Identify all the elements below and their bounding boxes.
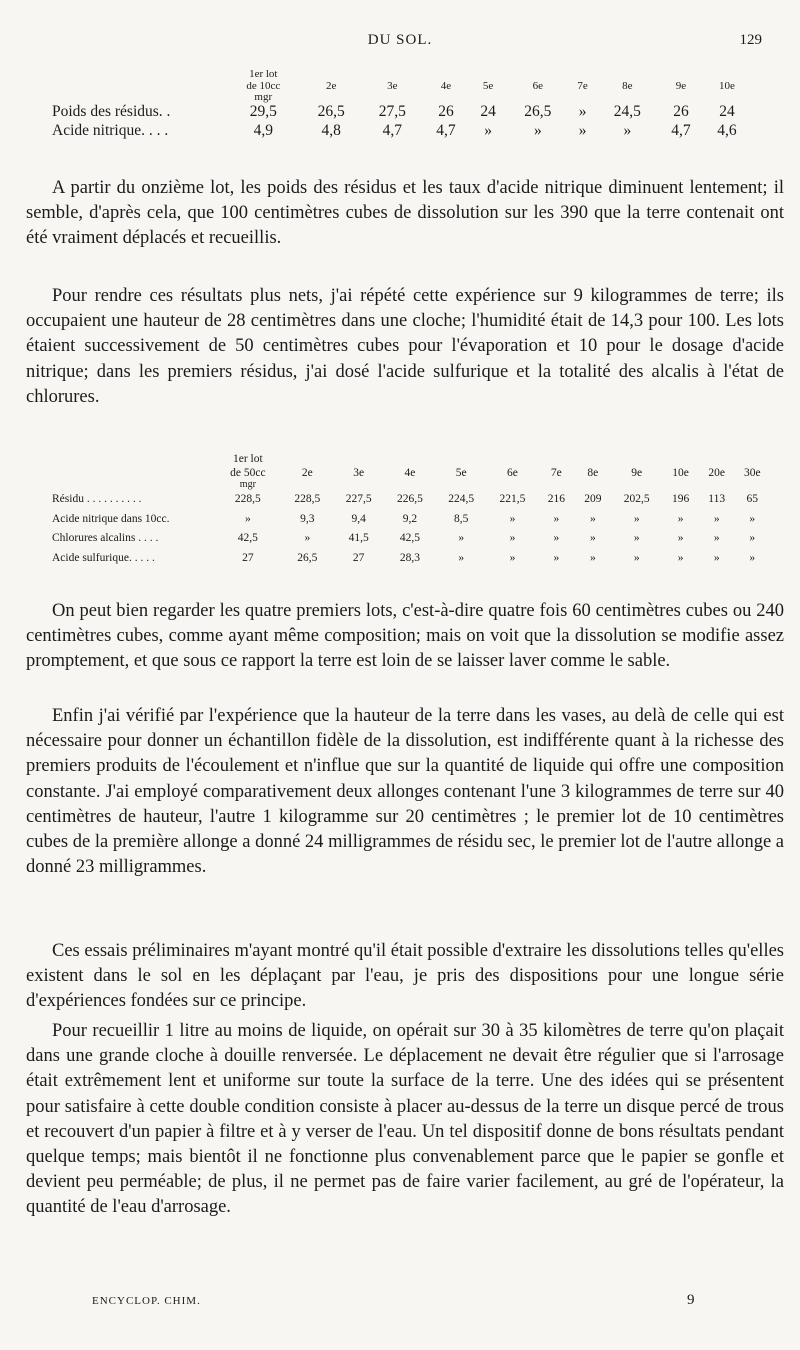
cell: » xyxy=(677,551,684,564)
cell: 216 xyxy=(547,493,565,505)
cell: 4,9 xyxy=(253,122,273,139)
cell: 24 xyxy=(480,103,496,120)
footer-signature: ENCYCLOP. CHIM. xyxy=(92,1295,201,1307)
cell: » xyxy=(553,551,560,564)
running-head: DU SOL. xyxy=(367,32,433,48)
cell: 196 xyxy=(671,493,690,505)
cell: 27,5 xyxy=(378,103,406,120)
cell: » xyxy=(458,532,465,544)
table-row xyxy=(50,102,750,121)
col-header: 8e xyxy=(622,80,633,92)
col-header: 6e xyxy=(507,467,518,479)
cell: 27 xyxy=(352,551,365,564)
cell: 209 xyxy=(584,493,602,505)
row-label: Résidu . . . . . . . . . . xyxy=(52,493,142,505)
cell: 9,2 xyxy=(402,512,418,525)
cell: 9,3 xyxy=(300,512,315,525)
paragraph: A partir du onzième lot, les poids des résidus et les taux d'acide nitrique diminuent lentement; il semble, d'après cela, que 100 centimètres cubes de dissolution sur les 390 que la terre contenait ont été vraiment déplacés et recueillis. xyxy=(26,178,784,249)
table-residus-50cc xyxy=(50,452,770,568)
paragraph: On peut bien regarder les quatre premiers lots, c'est-à-dire quatre fois 60 centimètres cubes ou 240 centimètres cubes, comme ayant même composition; mais on voit que la dissolution se modifie assez promptement, et que sous ce rapport la terre est loin de se laisser laver comme le sable. xyxy=(26,601,784,672)
cell: » xyxy=(578,103,587,120)
col-header: 3e xyxy=(387,80,398,92)
cell: 26,5 xyxy=(317,103,345,120)
cell: » xyxy=(578,122,587,139)
col-header: 2e xyxy=(301,467,313,479)
cell: » xyxy=(749,512,756,525)
col-header: 5e xyxy=(482,80,494,92)
cell: 42,5 xyxy=(399,532,420,544)
cell: 8,5 xyxy=(454,512,469,525)
cell: » xyxy=(589,512,596,525)
col-header: 20e xyxy=(708,467,725,479)
cell: 65 xyxy=(746,493,759,505)
cell: 26 xyxy=(438,103,454,120)
unit-label: mgr xyxy=(254,91,273,103)
col-header: 5e xyxy=(455,467,467,479)
cell: 224,5 xyxy=(448,493,475,505)
col-header-first: 1er lot de 10cc xyxy=(246,68,281,92)
cell: » xyxy=(304,532,311,544)
cell: 4,8 xyxy=(321,122,341,139)
col-header: 9e xyxy=(631,467,643,479)
table-residus-10cc xyxy=(50,68,750,140)
col-header: 7e xyxy=(550,467,562,479)
cell: 4,6 xyxy=(717,122,737,139)
table-row xyxy=(50,529,770,549)
cell: 226,5 xyxy=(396,493,423,505)
cell: » xyxy=(553,512,560,525)
table-row xyxy=(50,121,750,140)
cell: » xyxy=(509,512,516,525)
cell: 228,5 xyxy=(294,493,321,505)
cell: 221,5 xyxy=(499,493,526,505)
paragraph: Enfin j'ai vérifié par l'expérience que la hauteur de la terre dans les vases, au delà de celle qui est nécessaire pour donner un échantillon fidèle de la dissolution, est indifférente quant à la richesse des premiers produits de l'écoulement et n'influe que sur la quantité de liquide qui offre une composition constante. J'ai employé comparativement deux allonges contenant l'une 3 kilogrammes de terre sur 40 centimètres de hauteur, l'autre 1 kilogramme sur 20 centimètres ; le premier lot de 10 centimètres cubes de la première allonge a donné 24 milligrammes de résidu sec, le premier lot de l'autre allonge a donné 23 milligrammes. xyxy=(26,706,784,878)
col-header: 6e xyxy=(532,80,544,92)
row-label: Poids des résidus. . xyxy=(52,103,171,120)
cell: » xyxy=(749,551,756,564)
col-header: 7e xyxy=(577,80,588,92)
cell: 228,5 xyxy=(234,493,261,505)
cell: 4,7 xyxy=(382,122,403,139)
cell: 41,5 xyxy=(348,532,369,544)
paragraph: Ces essais préliminaires m'ayant montré qu'il était possible d'extraire les dissolutions telles qu'elles existent dans le sol en les déplaçant par l'eau, je pris des dispositions pour une longue série d'expériences fondées sur ce principe. xyxy=(26,941,784,1012)
cell: 26 xyxy=(673,103,689,120)
cell: » xyxy=(589,551,596,564)
cell: 28,3 xyxy=(399,551,420,564)
row-label: Acide nitrique dans 10cc. xyxy=(52,512,170,525)
col-header: 8e xyxy=(587,467,599,479)
cell: 113 xyxy=(708,493,726,505)
col-header: 2e xyxy=(325,80,337,92)
col-header: 9e xyxy=(675,80,687,92)
cell: 26,5 xyxy=(297,551,318,564)
cell: » xyxy=(633,512,640,525)
cell: » xyxy=(244,512,251,525)
table-row xyxy=(50,490,770,510)
cell: » xyxy=(713,551,720,564)
cell: » xyxy=(677,512,684,525)
unit-label: mgr xyxy=(239,479,256,490)
cell: » xyxy=(533,122,542,139)
cell: » xyxy=(633,532,640,544)
row-label: Acide nitrique. . . . xyxy=(52,122,169,139)
cell: 9,4 xyxy=(351,512,366,525)
cell: 227,5 xyxy=(345,493,372,505)
cell: 27 xyxy=(242,551,254,564)
cell: 26,5 xyxy=(524,103,552,120)
col-header-first: 1er lot de 50cc xyxy=(230,453,266,479)
cell: » xyxy=(509,551,516,564)
cell: » xyxy=(509,532,516,544)
row-label: Acide sulfurique. . . . . xyxy=(52,551,155,564)
cell: 4,7 xyxy=(436,122,456,139)
col-header: 10e xyxy=(719,80,735,92)
page-number: 129 xyxy=(739,32,762,48)
col-header: 4e xyxy=(404,467,416,479)
col-header: 3e xyxy=(353,467,365,479)
cell: 29,5 xyxy=(249,103,277,120)
cell: » xyxy=(553,532,560,544)
cell: » xyxy=(484,122,492,139)
col-header: 4e xyxy=(440,80,452,92)
table-row xyxy=(50,549,770,569)
cell: 202,5 xyxy=(623,493,650,505)
cell: 24 xyxy=(719,103,735,120)
cell: » xyxy=(589,532,596,544)
cell: » xyxy=(713,532,720,544)
row-label: Chlorures alcalins . . . . xyxy=(52,532,159,544)
cell: » xyxy=(749,532,756,544)
col-header: 30e xyxy=(743,467,761,479)
cell: » xyxy=(623,122,632,139)
signature-mark: 9 xyxy=(687,1292,695,1308)
cell: » xyxy=(677,532,684,544)
cell: » xyxy=(633,551,640,564)
cell: 4,7 xyxy=(671,122,691,139)
cell: » xyxy=(713,512,720,525)
col-header: 10e xyxy=(672,467,689,479)
paragraph: Pour rendre ces résultats plus nets, j'ai répété cette expérience sur 9 kilogrammes de terre; ils occupaient une hauteur de 28 centimètres dans une cloche; l'humidité était de 14,3 pour 100. Les lots étaient successivement de 50 centimètres cubes pour l'évaporation et 10 pour le dosage d'acide nitrique; dans les premiers résidus, j'ai dosé l'acide sulfurique et la totalité des alcalis à l'état de chlorures. xyxy=(26,286,784,407)
cell: 42,5 xyxy=(237,532,258,544)
cell: 24,5 xyxy=(613,103,641,120)
cell: » xyxy=(458,551,465,564)
table-row xyxy=(50,510,770,530)
paragraph: Pour recueillir 1 litre au moins de liquide, on opérait sur 30 à 35 kilomètres de terre qu'on plaçait dans une grande cloche à douille renversée. Le déplacement ne devait être régulier que si l'arrosage était extrêmement lent et uniforme sur toute la surface de la terre. Une des idées qui se présentent pour satisfaire à cette double condition consiste à placer au-dessus de la terre un disque percé de trous et recouvert d'un papier à filtre et à y verser de l'eau. Un tel dispositif donne de bons résultats pendant quelque temps; mais bientôt il ne fonctionne plus convenablement parce que le papier se gonfle et devient peu perméable; de plus, il ne permet pas de faire varier facilement, au gré de l'opérateur, la quantité de l'eau d'arrosage. xyxy=(26,1021,784,1218)
